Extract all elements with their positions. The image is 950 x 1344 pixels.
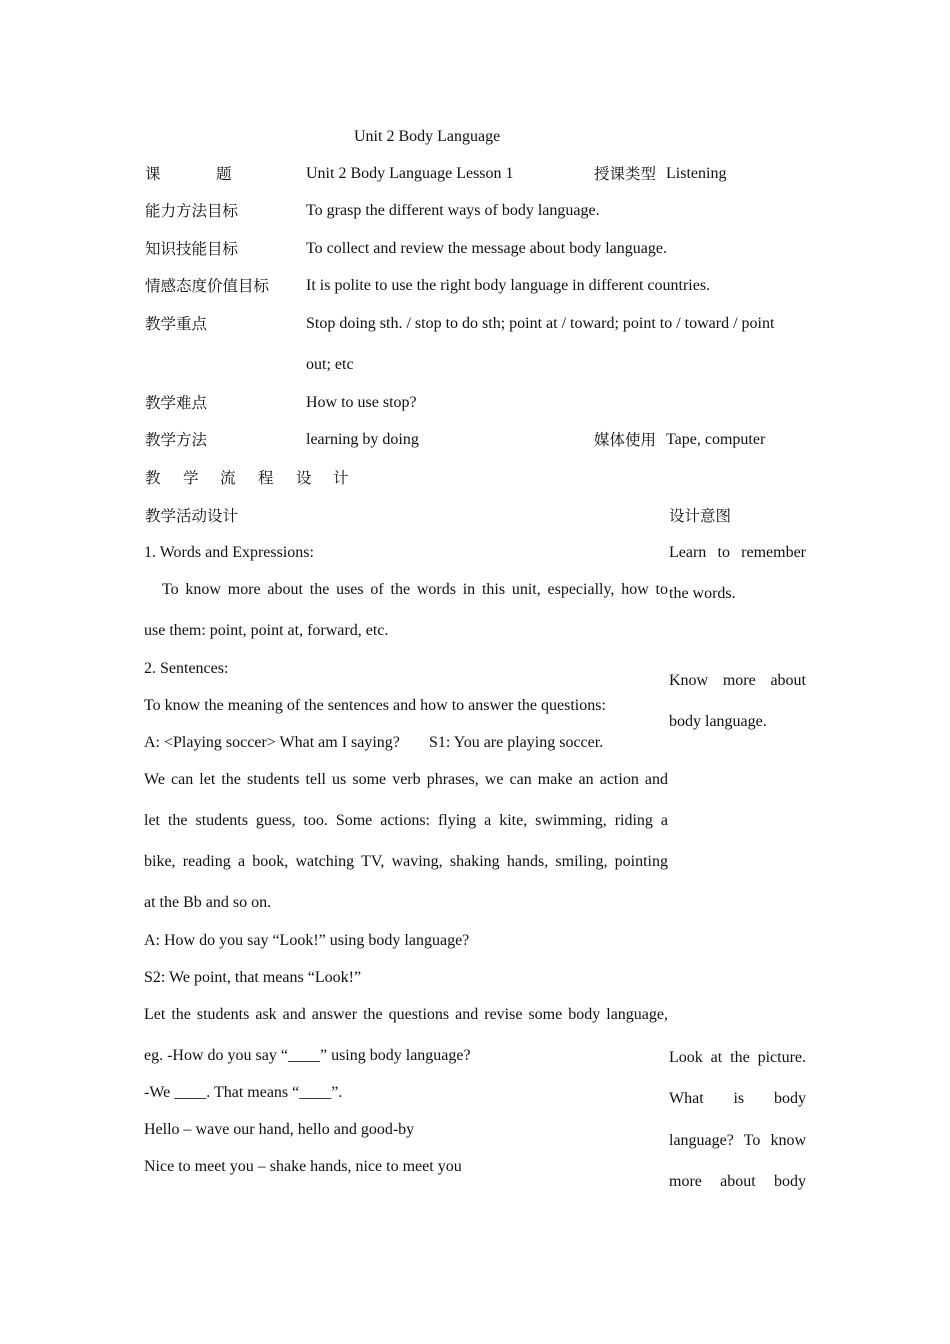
- example-question-line: eg. -How do you say “____” using body language?: [144, 1047, 471, 1064]
- words-line2: use them: point, point at, forward, etc.: [144, 622, 389, 639]
- paragraph-line4: at the Bb and so on.: [144, 894, 272, 911]
- process-heading-char: 程: [258, 469, 274, 487]
- ability-label: 能力方法目标: [145, 202, 239, 220]
- media-value: Tape, computer: [666, 431, 766, 448]
- dialog-s1-line: S1: You are playing soccer.: [429, 734, 604, 751]
- method-value: learning by doing: [306, 431, 419, 448]
- method-label: 教学方法: [145, 431, 208, 449]
- sentences-intro: To know the meaning of the sentences and how to answer the questions:: [144, 697, 606, 714]
- emotion-label: 情感态度价值目标: [145, 277, 270, 295]
- process-heading-char: 计: [333, 469, 349, 487]
- topic-label-b: 题: [216, 165, 232, 183]
- intent1-line2: the words.: [669, 585, 736, 602]
- paragraph-line2: let the students guess, too. Some actions: flying a kite, swimming, riding a: [144, 812, 668, 829]
- words-line1: To know more about the uses of the words in this unit, especially, how to: [162, 581, 668, 598]
- difficult-points-value: How to use stop?: [306, 394, 417, 411]
- knowledge-value: To collect and review the message about body language.: [306, 240, 667, 257]
- ability-value: To grasp the different ways of body language.: [306, 202, 600, 219]
- key-points-value-line1: Stop doing sth. / stop to do sth; point at / toward; point to / toward / point: [306, 315, 775, 332]
- section-sentences-heading: 2. Sentences:: [144, 660, 229, 677]
- nice-to-meet-line: Nice to meet you – shake hands, nice to meet you: [144, 1158, 462, 1175]
- key-points-value-line2: out; etc: [306, 356, 354, 373]
- intent2-line1: Know more about: [669, 672, 806, 689]
- topic-value: Unit 2 Body Language Lesson 1: [306, 165, 514, 182]
- question-a-line: A: How do you say “Look!” using body language?: [144, 932, 470, 949]
- dialog-a-line: A: <Playing soccer> What am I saying?: [144, 734, 400, 751]
- intent3-line2: What is body: [669, 1090, 806, 1107]
- page-title: Unit 2 Body Language: [354, 128, 501, 145]
- answer-s2-line: S2: We point, that means “Look!”: [144, 969, 362, 986]
- process-heading-char: 流: [220, 469, 236, 487]
- process-heading-char: 学: [183, 469, 199, 487]
- class-type-value: Listening: [666, 165, 727, 182]
- class-type-label: 授课类型: [594, 165, 657, 183]
- revise-line: Let the students ask and answer the questions and revise some body language,: [144, 1006, 668, 1023]
- intent2-line2: body language.: [669, 713, 767, 730]
- example-answer-line: -We ____. That means “____”.: [144, 1084, 343, 1101]
- emotion-value: It is polite to use the right body language in different countries.: [306, 277, 711, 294]
- section-words-heading: 1. Words and Expressions:: [144, 544, 314, 561]
- intent3-line4: more about body: [669, 1173, 806, 1190]
- intent1-line1: Learn to remember: [669, 544, 806, 561]
- intent3-line3: language? To know: [669, 1132, 806, 1149]
- intent-column-header: 设计意图: [669, 507, 732, 525]
- knowledge-label: 知识技能目标: [145, 240, 239, 258]
- topic-label-a: 课: [145, 165, 161, 183]
- intent3-line1: Look at the picture.: [669, 1049, 806, 1066]
- paragraph-line3: bike, reading a book, watching TV, waving, shaking hands, smiling, pointing: [144, 853, 668, 870]
- paragraph-line1: We can let the students tell us some verb phrases, we can make an action and: [144, 771, 668, 788]
- hello-line: Hello – wave our hand, hello and good-by: [144, 1121, 415, 1138]
- difficult-points-label: 教学难点: [145, 394, 208, 412]
- activity-column-header: 教学活动设计: [145, 507, 239, 525]
- key-points-label: 教学重点: [145, 315, 208, 333]
- media-label: 媒体使用: [594, 431, 657, 449]
- process-heading-char: 设: [296, 469, 312, 487]
- process-heading-char: 教: [145, 469, 161, 487]
